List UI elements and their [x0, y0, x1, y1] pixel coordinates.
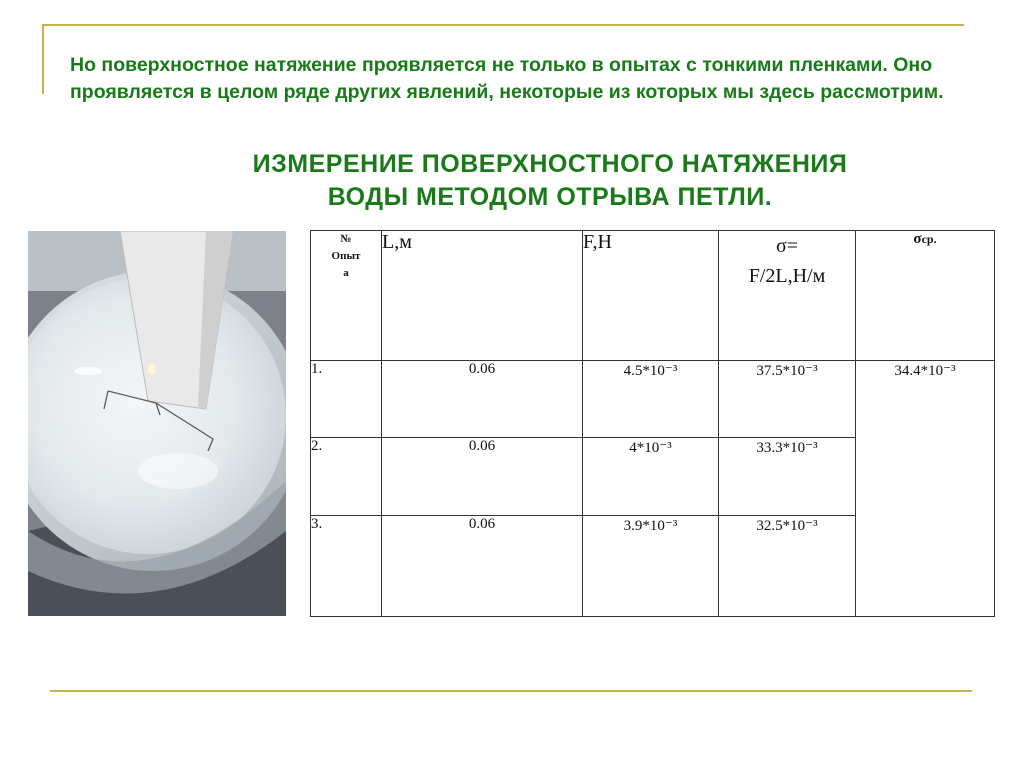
cell-force: 4.5*10⁻³	[583, 361, 719, 438]
cell-sigma: 32.5*10⁻³	[719, 516, 856, 617]
slide-title	[160, 148, 940, 214]
cell-length: 0.06	[382, 438, 583, 516]
row-number: 1.	[311, 361, 382, 438]
header-sigma-line1: σ=	[775, 235, 799, 257]
header-num-line2: Опыт	[331, 250, 361, 262]
top-rule	[42, 24, 964, 26]
row-number: 3.	[311, 516, 382, 617]
header-num-line1: №	[340, 233, 352, 245]
header-experiment-number	[311, 231, 382, 361]
header-force: F,Н	[583, 231, 719, 361]
header-num-line3: а	[343, 267, 349, 279]
experiment-photo	[28, 231, 286, 616]
title-line-2: ВОДЫ МЕТОДОМ ОТРЫВА ПЕТЛИ.	[327, 183, 773, 211]
bottom-rule	[50, 690, 972, 692]
cell-sigma: 33.3*10⁻³	[719, 438, 856, 516]
header-sigma-avg-symbol: σ	[913, 231, 922, 247]
header-sigma-avg-sub: ср.	[921, 232, 937, 246]
header-length: L,м	[382, 231, 583, 361]
cell-length: 0.06	[382, 361, 583, 438]
row-number: 2.	[311, 438, 382, 516]
header-sigma-line2: F/2L,Н/м	[748, 265, 826, 287]
measurement-table	[310, 230, 995, 617]
cell-length: 0.06	[382, 516, 583, 617]
table-row	[311, 361, 995, 438]
left-rule	[42, 24, 44, 94]
header-sigma	[719, 231, 856, 361]
cell-force: 4*10⁻³	[583, 438, 719, 516]
title-line-1: ИЗМЕРЕНИЕ ПОВЕРХНОСТНОГО НАТЯЖЕНИЯ	[252, 150, 848, 178]
cell-force: 3.9*10⁻³	[583, 516, 719, 617]
header-sigma-average	[856, 231, 995, 361]
intro-text: Но поверхностное натяжение проявляется не только в опытах с тонкими пленками. Оно проявляется в целом ряде других явлений, некоторые из которых мы здесь рассмотрим.	[70, 54, 944, 103]
table-header-row	[311, 231, 995, 361]
cell-sigma-average: 34.4*10⁻³	[856, 361, 995, 617]
cell-sigma: 37.5*10⁻³	[719, 361, 856, 438]
